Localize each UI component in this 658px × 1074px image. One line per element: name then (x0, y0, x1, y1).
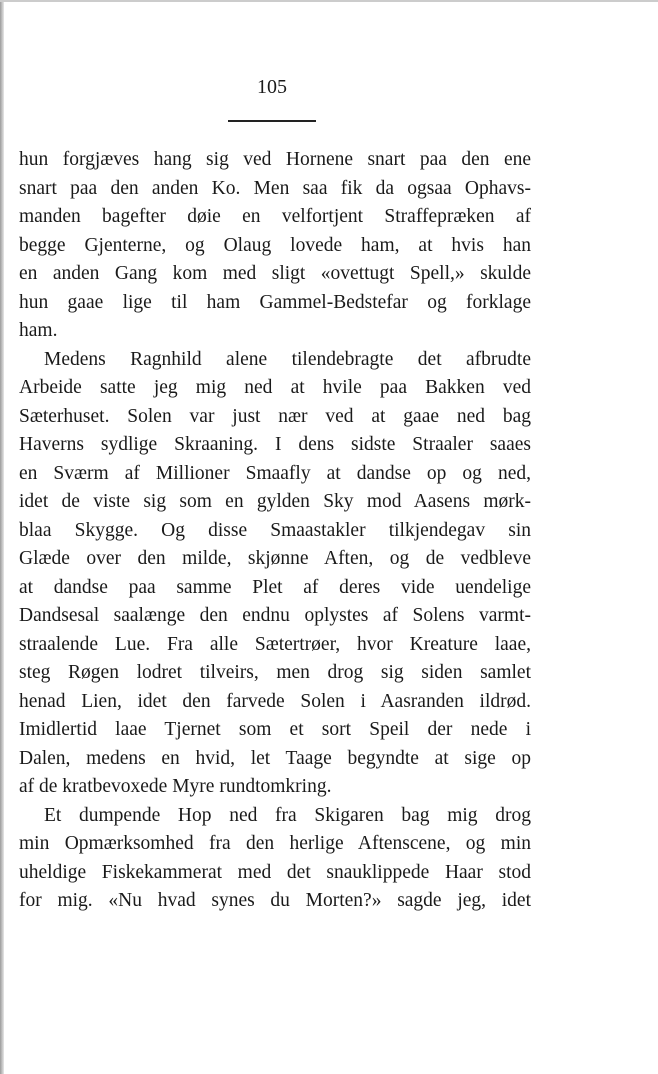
text-line: idet de viste sig som en gylden Sky mod Aasens mørk- (19, 491, 531, 512)
text-line: min Opmærksomhed fra den herlige Aftenscene, og min (19, 833, 531, 854)
text-line: af de kratbevoxede Myre rundtomkring. (19, 776, 332, 797)
body-text (19, 146, 531, 916)
text-line: hun gaae lige til ham Gammel-Bedstefar og forklage (19, 291, 531, 313)
text-line: for mig. «Nu hvad synes du Morten?» sagde jeg, idet (19, 890, 531, 911)
page-top-edge (0, 0, 658, 2)
text-line: Imidlertid laae Tjernet som et sort Speil der nede i (19, 719, 531, 740)
text-line: manden bagefter døie en velfortjent Straffepræken af (19, 206, 531, 227)
text-line: begge Gjenterne, og Olaug lovede ham, at hvis han (19, 234, 531, 256)
text-line: blaa Skygge. Og disse Smaastakler tilkjendegav sin (19, 519, 531, 541)
text-line: Arbeide satte jeg mig ned at hvile paa Bakken ved (19, 377, 531, 398)
text-line: at dandse paa samme Plet af deres vide uendelige (19, 576, 531, 598)
text-line: Haverns sydlige Skraaning. I dens sidste Straaler saaes (19, 434, 531, 455)
paragraph (19, 802, 531, 916)
text-line: Et dumpende Hop ned fra Skigaren bag mig drog (44, 804, 531, 826)
text-line: Medens Ragnhild alene tilendebragte det afbrudte (44, 348, 531, 370)
text-line: steg Røgen lodret tilveirs, men drog sig siden samlet (19, 662, 531, 683)
text-line: Sæterhuset. Solen var just nær ved at gaae ned bag (19, 405, 531, 427)
text-line: Dandsesal saalænge den endnu oplystes af Solens varmt- (19, 605, 531, 626)
text-line: Glæde over den milde, skjønne Aften, og de vedbleve (19, 548, 531, 569)
text-line: snart paa den anden Ko. Men saa fik da ogsaa Ophavs- (19, 177, 531, 199)
text-line: henad Lien, idet den farvede Solen i Aasranden ildrød. (19, 690, 531, 712)
header-rule (228, 120, 316, 122)
text-line: straalende Lue. Fra alle Sætertrøer, hvor Kreature laae, (19, 633, 531, 655)
text-line: Dalen, medens en hvid, let Taage begyndte at sige op (19, 747, 531, 769)
text-line: uheldige Fiskekammerat med det snauklippede Haar stod (19, 861, 531, 883)
page-edge-shadow (0, 0, 4, 1074)
paragraph (19, 146, 531, 346)
text-line: ham. (19, 320, 58, 341)
paragraph (19, 346, 531, 802)
text-line: en anden Gang kom med sligt «ovettugt Spell,» skulde (19, 263, 531, 284)
page-number: 105 (257, 76, 287, 98)
text-line: en Sværm af Millioner Smaafly at dandse op og ned, (19, 462, 531, 484)
text-line: hun forgjæves hang sig ved Hornene snart paa den ene (19, 149, 531, 170)
